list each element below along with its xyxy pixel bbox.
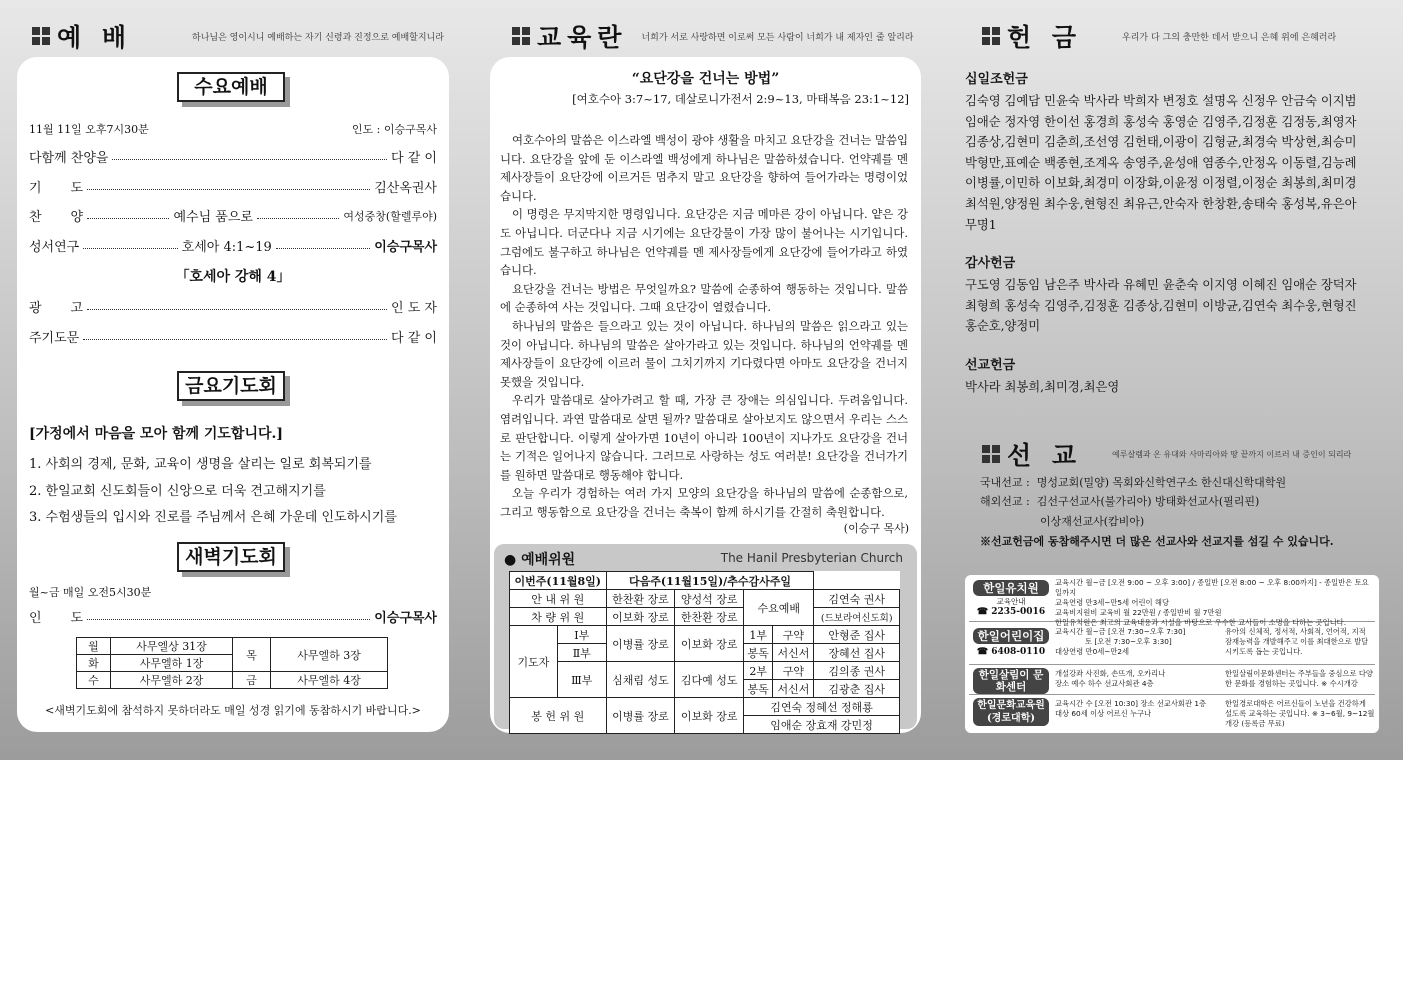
- wed-date-row: [29, 121, 437, 137]
- dawn-time: 월~금 매일 오전5시30분: [29, 586, 152, 599]
- center-line: 토 [오전 7:30~오후 3:30]: [1085, 637, 1172, 646]
- row-middle: 예수님 품으로: [173, 210, 253, 225]
- day-cell: 금: [233, 672, 271, 689]
- day-cell: 목: [233, 638, 271, 672]
- thanks-names: 구도영 김동임 남은주 박사라 유혜민 윤춘숙 이지영 이혜진 임애순 장덕자 최형희 홍성숙 김영주,김정훈 김종상,김현미 이방균,김연숙 최수웅,현형진 홍순호,양정미: [965, 278, 1357, 334]
- center-line: 한일유치원은 최고의 교육내용과 시설을 바탕으로 우수한 교사들이 소명을 다하는 곳입니다.: [1055, 618, 1347, 627]
- reading-label: 봉독: [744, 644, 773, 662]
- sermon-paragraph: 우리가 말씀대로 살아가려고 할 때, 가장 큰 장애는 의심입니다. 두려움입니다. 염려입니다. 과연 말씀대로 살면 될까? 말씀대로 살아보지도 않으면서 우리는 스스로 판단합니다. 이렇게 살아가면 10년이 아니라 100년이 지나가도 요단강을 건너는 기적은 일어나지 않습니다. 그러므로 사랑하는 성도 여러분! 요단강을 건너가기를 원하면 말씀대로 행동해야 합니다.: [500, 393, 908, 482]
- fri-item: 2. 한일교회 신도회들이 신앙으로 더욱 견고해지기를: [29, 484, 326, 499]
- missions-header: [982, 434, 1351, 474]
- sermon-paragraph: 하나님의 말씀은 들으라고 있는 것이 아닙니다. 하나님의 말씀은 읽으라고 있는 것이 아닙니다. 하나님의 말씀은 살아가라고 있는 것입니다. 하나님의 언약궤를 멘 제사장들이 요단강에 이르러 물이 그치기까지 기다렸다면 아마도 요단강을 건너지 못했을 것입니다.: [500, 318, 908, 389]
- role-next: 이보화 장로: [675, 698, 744, 734]
- tithe-names: 김숙영 김예담 민윤숙 박사라 박희자 변정호 설명옥 신정우 안금숙 이지범 임애순 정자영 한이선 홍경희 홍성숙 홍영순 김영주,김정훈 김정동,최영자 김종상,김현미 김춘희,조선영 김헌태,이광이 김형균,최경숙 박상현,최승미 박형만,표예순 백종현,조계옥 송영주,윤성애 염종수,안정옥 이동렬,김능례 이병률,이민하 이보화,최경미 이장화,이윤정 이정렬,이정순 최봉희,최미경 최석원,양정원 최수웅,현형진 최유근,안숙자 한창환,송태숙 홍성복,유은아 무명1: [965, 94, 1357, 232]
- committee-box: [494, 544, 917, 732]
- row-value: 다 같 이: [391, 331, 437, 346]
- row-value: 여성중창(할렐루야): [343, 209, 437, 223]
- domestic-value: 명성교회(밀양) 목회와신학연구소 한신대신학대학원: [1036, 476, 1287, 489]
- abroad-value: 김선구선교사(불가리아) 방태화선교사(필리핀): [1036, 495, 1260, 508]
- worship-title: 예 배: [57, 23, 133, 52]
- part-label: 2부: [744, 662, 773, 680]
- row-middle: 호세아 4:1~19: [181, 240, 272, 255]
- reading-label: 서신서: [773, 644, 814, 662]
- sermon-ref: [여호수아 3:7~17, 데살로니가전서 2:9~13, 마태복음 23:1~12]: [572, 92, 909, 106]
- offering-title: 헌 금: [1007, 23, 1083, 52]
- center-name: 한일어린이집: [973, 628, 1049, 644]
- role-this: 한찬환 장로: [606, 590, 675, 608]
- mission-offering-title: 선교헌금: [965, 357, 1016, 373]
- wed-date: 11월 11일 오후7시30분: [29, 123, 149, 136]
- center-phone: ☎ 6408-0110: [976, 647, 1046, 657]
- edu-title: 교육란: [537, 23, 628, 52]
- row-value: 인 도 자: [391, 301, 437, 316]
- church-name: The Hanil Presbyterian Church: [720, 551, 903, 565]
- dawn-lead-row: [29, 607, 437, 626]
- fri-item: 3. 수험생들의 입시와 진로를 주님께서 은혜 가운데 인도하시기를: [29, 510, 397, 525]
- edu-panel: [490, 57, 921, 733]
- dawn-table: [76, 637, 388, 689]
- center-daycare: [969, 625, 1375, 665]
- role-this: 이병률 장로: [606, 698, 675, 734]
- domestic-mission: [980, 474, 1286, 490]
- next-week-header: 다음주(11월15일)/추수감사주일: [606, 572, 814, 590]
- center-badge: [973, 580, 1049, 617]
- wed-row-lords: [29, 327, 437, 346]
- sermon-paragraph: 오늘 우리가 경험하는 여러 가지 모양의 요단강을 하나님의 말씀에 순종함으로, 그리고 행동함으로 요단강을 건너는 축복이 함께 하시기를 간절히 축원합니다.: [500, 486, 908, 519]
- center-name: 한일문화교육원 (경로대학): [973, 698, 1049, 726]
- center-sub: 교육안내: [996, 597, 1026, 606]
- row-value: 이승구목사: [374, 240, 438, 255]
- row-value: 김산옥권사: [374, 181, 437, 196]
- center-info: [1055, 578, 1375, 628]
- role-label: 기도자: [510, 626, 558, 698]
- squares-icon: [512, 27, 530, 45]
- fri-item: 1. 사회의 경제, 문화, 교육이 생명을 살리는 일로 회복되기를: [29, 457, 372, 472]
- role-label: 차 량 위 원: [510, 608, 607, 626]
- missions-verse: 예루살렘과 온 유대와 사마리아와 땅 끝까지 이르러 내 증인이 되리라: [1112, 449, 1352, 459]
- squares-icon: [32, 27, 50, 45]
- row-label: 성서연구: [29, 240, 80, 255]
- thanks-title: 감사헌금: [965, 256, 1016, 272]
- squares-icon: [982, 27, 1000, 45]
- centers-box: [965, 575, 1379, 733]
- row-value: 다 같 이: [391, 151, 437, 166]
- reader-name: 안형준 집사: [814, 626, 900, 644]
- sermon-paragraph: 여호수아의 말씀은 이스라엘 백성이 광야 생활을 마치고 요단강을 건너는 말씀입니다. 요단강을 앞에 둔 이스라엘 백성에게 하나님은 말씀하셨습니다. 언약궤를 멘 제사장들이 요단강에 이르거든 멈추지 말고 요단강을 향하여 들어가라는 명령이었습니다.: [500, 133, 908, 203]
- center-culture: [969, 667, 1375, 695]
- edu-verse: 너희가 서로 사랑하면 이로써 모든 사람이 너희가 내 제자인 줄 알리라: [641, 32, 914, 43]
- center-line: 대상 60세 이상 어르신 누구나: [1055, 709, 1152, 718]
- service-leader: 김연숙 권사: [814, 590, 900, 608]
- worship-verse: 하나님은 영이시니 예배하는 자기 신령과 진정으로 예배할지니라: [192, 32, 444, 43]
- center-kindergarten: [969, 578, 1375, 627]
- reading-label: 봉독: [744, 680, 773, 698]
- missions-note: ※선교헌금에 동참해주시면 더 많은 선교사와 선교지를 섬길 수 있습니다.: [980, 535, 1334, 548]
- role-next: 김다예 성도: [675, 662, 744, 698]
- wed-lecture: 「호세아 강해 4」: [175, 269, 291, 285]
- center-line: 교육시간 월~금 [오전 9:00 ~ 오후 3:00] / 종일반 [오전 8:00 ~ 오후 8:00까지] - 종일반은 토요일까지: [1055, 578, 1369, 597]
- center-phone: ☎ 2235-0016: [976, 607, 1046, 617]
- role-next: 이보화 장로: [675, 626, 744, 662]
- day-cell: 수: [77, 672, 111, 689]
- wed-row-news: [29, 297, 437, 316]
- offering-header: [982, 16, 1336, 56]
- edu-header: [512, 16, 914, 56]
- center-desc: 한일경로대학은 어르신들이 노년을 건강하게 설도록 교육하는 곳입니다. ※ 3~6월, 9~12월 개강 (등록금 무료): [1225, 699, 1375, 728]
- role-next: 한찬환 장로: [675, 608, 744, 626]
- committee-table: [509, 571, 900, 734]
- part-label: Ⅲ부: [558, 662, 607, 698]
- row-label: 주기도문: [29, 331, 80, 346]
- abroad-mission: [980, 493, 1259, 509]
- missions-title: 선 교: [1007, 441, 1083, 470]
- reading-label: 구약: [773, 662, 814, 680]
- sermon-paragraph: 요단강을 건너는 방법은 무엇일까요? 말씀에 순종하여 행동하는 것입니다. 말씀에 순종하여 사는 것입니다. 그때 요단강이 열렸습니다.: [500, 281, 908, 315]
- reading-cell: 사무엘하 1장: [111, 655, 233, 672]
- center-line: 개설강좌 사진화, 손뜨개, 오카리나: [1055, 669, 1166, 678]
- wed-title: 수요예배: [177, 72, 285, 102]
- center-line: 대상연령 만0세~만2세: [1055, 647, 1130, 656]
- row-label: 광 고: [29, 301, 84, 316]
- reader-name: 장혜선 집사: [814, 644, 900, 662]
- abroad-value-2: 이상재선교사(캄비아): [1040, 515, 1145, 528]
- center-line: 교육시간 수 [오전 10:30] 장소 선교사회관 1층: [1055, 699, 1207, 708]
- reading-cell: 사무엘하 2장: [111, 672, 233, 689]
- role-label: 봉 헌 위 원: [510, 698, 607, 734]
- center-badge: [973, 698, 1049, 726]
- row-value: 이승구목사: [374, 611, 437, 626]
- wed-lead: 인도 : 이승구목사: [351, 123, 437, 136]
- committee-title: ● 예배위원: [504, 552, 576, 568]
- tithe-title: 십일조헌금: [965, 72, 1028, 87]
- reading-cell: 사무엘하 4장: [271, 672, 388, 689]
- role-this: 이보화 장로: [606, 608, 675, 626]
- sermon-title: “요단강을 건너는 방법”: [631, 71, 780, 87]
- row-label: 인 도: [29, 611, 84, 626]
- role-label: 안 내 위 원: [510, 590, 607, 608]
- center-line: 교육연령 만3세~만5세 어린이 해당: [1055, 598, 1169, 607]
- center-info: [1055, 669, 1215, 689]
- center-desc: 유아의 신체적, 정서적, 사회적, 언어적, 지적 잠재능력을 개발해주고 이를 최대한으로 발달 시키도록 돕는 곳입니다.: [1225, 627, 1369, 656]
- reader-name: 김의종 권사: [814, 662, 900, 680]
- this-week-header: 이번주(11월8일): [510, 572, 607, 590]
- center-senior: [969, 697, 1375, 731]
- mission-offering-names: 박사라 최봉희,최미경,최은영: [965, 379, 1120, 394]
- sermon-body: [500, 131, 908, 521]
- reader-name: 김광춘 집사: [814, 680, 900, 698]
- offer-names: 임애순 장효재 강민정: [744, 716, 900, 734]
- role-this: 심채림 성도: [606, 662, 675, 698]
- center-line: 교육비지원비 교육비 월 22만원 / 종일반비 월 7만원: [1055, 608, 1222, 617]
- part-label: Ⅰ부: [558, 626, 607, 644]
- offer-names: 김연숙 정혜선 정해룡: [744, 698, 900, 716]
- fri-title: 금요기도회: [177, 371, 285, 401]
- reading-cell: 사무엘상 31장: [111, 638, 233, 655]
- center-line: 교육시간 월~금 [오전 7:30~오후 7:30]: [1055, 627, 1186, 636]
- role-next: 양성석 장로: [675, 590, 744, 608]
- center-info: [1055, 699, 1215, 719]
- dawn-title: 새벽기도회: [177, 542, 285, 572]
- center-desc: 한일살림이문화센터는 주부들을 중심으로 다양한 문화를 경험하는 곳입니다. ※ 수시개강: [1225, 669, 1373, 688]
- part-label: Ⅱ부: [558, 644, 607, 662]
- row-label: 찬 양: [29, 210, 84, 225]
- center-line: 장소 예수 하수 선교사회관 4층: [1055, 679, 1154, 688]
- part-label: 1부: [744, 626, 773, 644]
- domestic-label: 국내선교 :: [980, 476, 1030, 489]
- squares-icon: [982, 445, 1000, 463]
- abroad-label: 해외선교 :: [980, 495, 1030, 508]
- worship-header: [32, 16, 444, 56]
- worship-panel: [17, 57, 449, 732]
- reading-label: 서신서: [773, 680, 814, 698]
- wed-row-song: [29, 206, 437, 225]
- service-label: 수요예배: [744, 590, 814, 626]
- center-badge: [973, 668, 1049, 694]
- wed-row-prayer: [29, 177, 437, 196]
- dawn-note: <새벽기도회에 참석하지 못하더라도 매일 성경 읽기에 동참하시기 바랍니다.>: [45, 704, 421, 717]
- row-label: 다함께 찬양을: [29, 151, 109, 166]
- role-this: 이병률 장로: [606, 626, 675, 662]
- reading-label: 구약: [773, 626, 814, 644]
- service-group: (드보라여신도회): [814, 608, 900, 626]
- row-label: 기 도: [29, 181, 84, 196]
- day-cell: 월: [77, 638, 111, 655]
- offering-body: [965, 68, 1365, 398]
- center-name: 한일살림이 문화센터: [973, 668, 1049, 694]
- sermon-author: (이승구 목사): [843, 522, 909, 535]
- center-name: 한일유치원: [973, 580, 1049, 596]
- wed-row-praise: [29, 147, 437, 166]
- day-cell: 화: [77, 655, 111, 672]
- reading-cell: 사무엘하 3장: [271, 638, 388, 672]
- wed-row-bible: [29, 236, 437, 255]
- center-badge: [973, 628, 1049, 657]
- offering-verse: 우리가 다 그의 충만한 데서 받으니 은혜 위에 은혜러라: [1122, 32, 1337, 43]
- fri-heading: [가정에서 마음을 모아 함께 기도합니다.]: [29, 426, 284, 442]
- sermon-paragraph: 이 명령은 무지막지한 명령입니다. 요단강은 지금 메마른 강이 아닙니다. 얕은 강도 아닙니다. 더군다나 지금 시기에는 요단강물이 가장 많이 불어나는 시기입니다. 그럼에도 불구하고 하나님은 언약궤를 멘 제사장들에게 요단강에 들어가라고 하였습니다.: [500, 207, 908, 278]
- center-info: [1055, 627, 1215, 657]
